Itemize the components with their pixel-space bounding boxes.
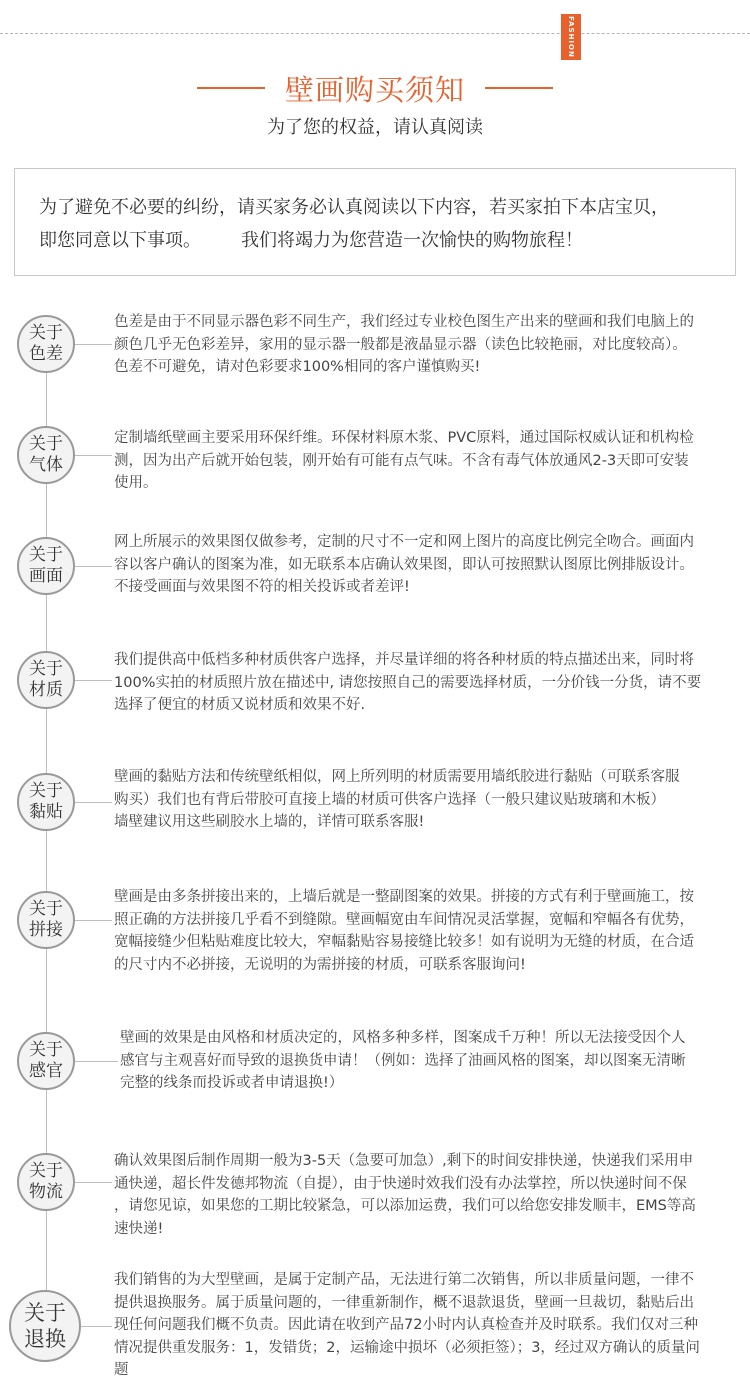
topic-badge-label: 黏贴: [29, 802, 63, 822]
topic-description-line: 完整的线条而投诉或者申请退换!）: [120, 1075, 344, 1091]
topic-badge-prefix: 关于: [29, 1161, 63, 1181]
topic-description: [114, 427, 740, 495]
topic-description: [114, 766, 740, 834]
topic-description-line: 购买）我们也有背后带胶可直接上墙的材质可供客户选择（一般只建议贴玻璃和木板）: [114, 791, 665, 808]
topic-description-line: 100%实拍的材质照片放在描述中, 请您按照自己的需要选择材质，一分价钱一分货，请不要: [114, 674, 702, 691]
topic-badge: [17, 1032, 75, 1090]
topic-badge-label: 材质: [29, 680, 63, 700]
title-row: [0, 66, 750, 110]
topic-badge-prefix: 关于: [29, 1040, 63, 1060]
topic-badge-label: 拼接: [29, 920, 63, 940]
topic-badge-label: 感官: [29, 1061, 63, 1081]
title-right-line: [485, 87, 553, 89]
topic-badge-label: 色差: [29, 344, 63, 364]
topic-description-line: 的尺寸内不必拼接，无说明的为需拼接的材质，可联系客服询问!: [114, 956, 526, 973]
topic-description-line: 测，因为出产后就开始包装，刚开始有可能有点气味。不含有毒气体放通风2-3天即可安装: [114, 452, 689, 469]
topic-connector-line: [75, 680, 112, 681]
notice-line-2: [39, 224, 713, 257]
topic-badge-label: 画面: [29, 566, 63, 586]
topic-description-line: 提供退换服务。属于质量问题的，一律重新制作，概不退款退货，壁画一旦裁切，黏贴后出: [114, 1294, 694, 1311]
topic-description-line: 我们销售的为大型壁画，是属于定制产品，无法进行第二次销售，所以非质量问题，一律不: [114, 1272, 694, 1288]
top-dashed-divider: [0, 33, 750, 34]
topic-description-line: 容以客户确认的图案为准，如无联系本店确认效果图，即认可按照默认图原比例排版设计。: [114, 556, 694, 573]
notice-box: [14, 168, 736, 276]
topic-badge-prefix: 关于: [29, 659, 63, 679]
topic-connector-line: [75, 1182, 112, 1183]
notice-promise-text: 我们将竭力为您营造一次愉快的购物旅程！: [241, 230, 583, 251]
topic-description-line: 不接受画面与效果图不符的相关投诉或者差评!: [114, 579, 410, 595]
topic-description-line: 现任何问题我们概不负责。因此请在收到产品72小时内认真检查并及时联系。我们仅对三种: [114, 1317, 698, 1333]
topic-badge: [17, 315, 75, 373]
topic-badge: [17, 537, 75, 595]
topic-description: [114, 886, 740, 976]
notice-agree-text: 即您同意以下事项。: [39, 230, 201, 251]
topic-description-line: 壁画的效果是由风格和材质决定的，风格多种多样，图案成千万种！所以无法接受因个人: [120, 1030, 686, 1046]
topic-connector-line: [75, 920, 112, 921]
topic-connector-line: [75, 566, 112, 567]
fashion-brand-tag: [561, 14, 581, 60]
topic-badge-prefix: 关于: [29, 899, 63, 919]
topic-description-line: 色差是由于不同显示器色彩不同生产，我们经过专业校色图生产出来的壁画和我们电脑上的: [114, 314, 694, 330]
page-title: 壁画购买须知: [284, 72, 465, 107]
topic-description: [114, 311, 740, 379]
topic-badge-prefix: 关于: [24, 1301, 66, 1325]
topic-description-line: 我们提供高中低档多种材质供客户选择，并尽量详细的将各种材质的特点描述出来，同时将: [114, 652, 694, 668]
topic-description-line: 确认效果图后制作周期一般为3-5天（急要可加急）,剩下的时间安排快递，快递我们采用申: [114, 1153, 694, 1169]
topic-description-line: 使用。: [114, 475, 158, 491]
topic-description-line: 感官与主观喜好而导致的退换货申请！（例如：选择了油画风格的图案，却以图案无清晰: [120, 1052, 686, 1069]
topic-description-line: 题: [114, 1362, 129, 1378]
topic-description-line: 网上所展示的效果图仅做参考，定制的尺寸不一定和网上图片的高度比例完全吻合。画面内: [114, 534, 694, 550]
topic-description-line: 照正确的方法拼接几乎看不到缝隙。壁画幅宽由车间情况灵活掌握，宽幅和窄幅各有优势，: [114, 911, 694, 928]
topic-connector-line: [75, 802, 112, 803]
topic-connector-line: [75, 1061, 118, 1062]
topic-badge-label: 退换: [24, 1327, 66, 1351]
topic-description-line: 宽幅接缝少但粘贴难度比较大，窄幅黏贴容易接缝比较多！如有说明为无缝的材质，在合适: [114, 934, 694, 950]
notice-line-1: 为了避免不必要的纠纷，请买家务必认真阅读以下内容，若买家拍下本店宝贝，: [39, 197, 669, 218]
topic-badge: [9, 1290, 81, 1362]
topic-description: [114, 649, 740, 717]
topic-badge-prefix: 关于: [29, 323, 63, 343]
topic-badge-prefix: 关于: [29, 781, 63, 801]
topic-description-line: ，请您见谅，如果您的工期比较紧急，可以添加运费，我们可以给您安排发顺丰，EMS等高: [114, 1198, 696, 1214]
topic-badge: [17, 773, 75, 831]
topic-description-line: 情况提供重发服务：1，发错货；2，运输途中损坏（必须拒签）；3，经过双方确认的质量问: [114, 1339, 700, 1356]
topic-connector-line: [75, 455, 112, 456]
fashion-tag-text: FASHION: [567, 16, 575, 58]
topic-description-line: 选择了便宜的材质又说材质和效果不好.: [114, 697, 366, 713]
topic-badge: [17, 651, 75, 709]
topic-description-line: 色差不可避免，请对色彩要求100%相同的客户谨慎购买!: [114, 359, 481, 375]
title-left-line: [197, 87, 265, 89]
topic-description: [114, 1269, 740, 1382]
topic-description: [120, 1027, 746, 1095]
topic-badge-prefix: 关于: [29, 434, 63, 454]
topic-description-line: 壁画的黏贴方法和传统壁纸相似，网上所列明的材质需要用墙纸胶进行黏贴（可联系客服: [114, 769, 680, 785]
topic-description-line: 定制墙纸壁画主要采用环保纤维。环保材料原木浆、PVC原料，通过国际权威认证和机构检: [114, 430, 694, 446]
topic-description: [114, 531, 740, 599]
topic-badge-label: 气体: [29, 455, 63, 475]
topic-description-line: 壁画是由多条拼接出来的，上墙后就是一整副图案的效果。拼接的方式有利于壁画施工，按: [114, 889, 694, 905]
topic-description-line: 颜色几乎无色彩差异，家用的显示器一般都是液晶显示器（读色比较艳丽，对比度较高）。: [114, 336, 687, 353]
topic-connector-line: [75, 344, 112, 345]
topic-connector-line: [81, 1326, 112, 1327]
topic-description: [114, 1150, 740, 1240]
topic-description-line: 墙壁建议用这些刷胶水上墙的，详情可联系客服!: [114, 814, 425, 830]
topic-badge-label: 物流: [29, 1182, 63, 1202]
topic-badge-prefix: 关于: [29, 545, 63, 565]
topic-description-line: 通快递，超长件发德邦物流（自提），由于快递时效我们没有办法掌控，所以快递时间不保: [114, 1175, 687, 1192]
topic-description-line: 速快递!: [114, 1220, 164, 1237]
topic-badge: [17, 891, 75, 949]
page-subtitle: 为了您的权益，请认真阅读: [267, 117, 483, 138]
topic-badge: [17, 1153, 75, 1211]
topic-badge: [17, 426, 75, 484]
